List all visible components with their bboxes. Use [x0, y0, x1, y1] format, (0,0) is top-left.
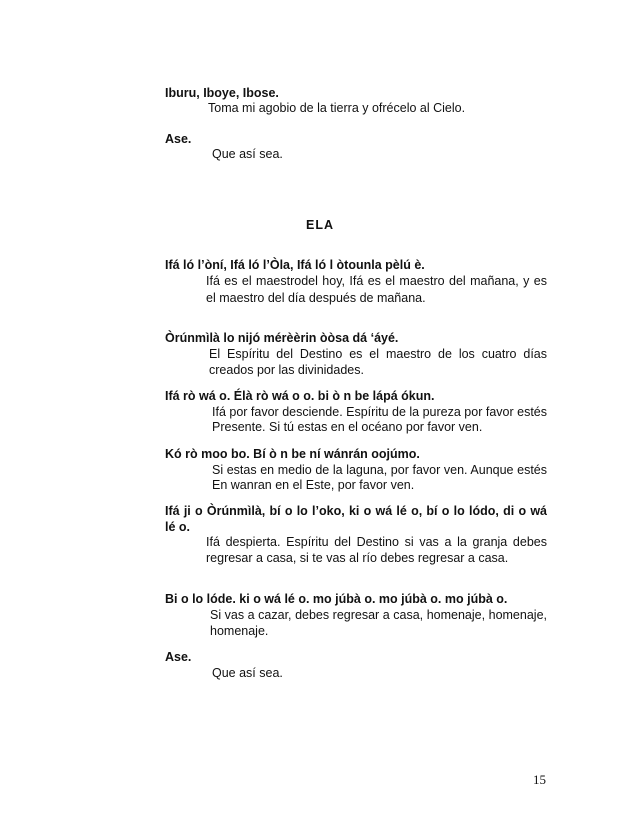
- page-number: 15: [533, 772, 546, 787]
- spanish-line: En wanran en el Este, por favor ven.: [212, 478, 415, 492]
- spanish-line: regresar a casa, si te vas al río debes regresar a casa.: [206, 551, 509, 565]
- spanish-line: el maestro del día después de mañana.: [206, 291, 426, 305]
- yoruba-line: Ifá ji o Òrúnmìlà, bí o lo l’oko, ki o wá lé o, bí o lo lódo, di o wá: [165, 504, 547, 518]
- spanish-line: homenaje.: [210, 624, 269, 638]
- spanish-line: Si vas a cazar, debes regresar a casa, homenaje, homenaje,: [210, 608, 547, 622]
- section-title: ELA: [306, 218, 334, 232]
- yoruba-line: Ifá rò wá o. Élà rò wá o o. bi ò n be lápá ókun.: [165, 389, 435, 403]
- spanish-line: Que así sea.: [212, 666, 283, 680]
- yoruba-line: Bi o lo lóde. ki o wá lé o. mo júbà o. mo júbà o. mo júbà o.: [165, 592, 508, 606]
- yoruba-line: lé o.: [165, 520, 191, 534]
- yoruba-line: Kó rò moo bo. Bí ò n be ní wánrán oojúmo.: [165, 447, 420, 461]
- yoruba-line: Ase.: [165, 132, 192, 146]
- spanish-line: creados por las divinidades.: [209, 363, 364, 377]
- yoruba-line: Ifá ló l’òní, Ifá ló l’Òla, Ifá ló l òtounla pèlú è.: [165, 258, 425, 272]
- yoruba-line: Òrúnmìlà lo nijó mérèèrin òòsa dá ‘áyé.: [165, 331, 399, 345]
- yoruba-line: Ase.: [165, 650, 192, 664]
- spanish-line: Ifá por favor desciende. Espíritu de la pureza por favor estés: [212, 405, 547, 419]
- spanish-line: El Espíritu del Destino es el maestro de los cuatro días: [209, 347, 547, 361]
- yoruba-line: Iburu, Iboye, Ibose.: [165, 86, 279, 100]
- spanish-line: Que así sea.: [212, 147, 283, 161]
- spanish-line: Ifá despierta. Espíritu del Destino si vas a la granja debes: [206, 535, 547, 549]
- spanish-line: Presente. Si tú estas en el océano por favor ven.: [212, 420, 483, 434]
- spanish-line: Toma mi agobio de la tierra y ofrécelo al Cielo.: [208, 101, 466, 115]
- spanish-line: Si estas en medio de la laguna, por favor ven. Aunque estés: [212, 463, 547, 477]
- spanish-line: Ifá es el maestrodel hoy, Ifá es el maestro del mañana, y es: [206, 274, 547, 288]
